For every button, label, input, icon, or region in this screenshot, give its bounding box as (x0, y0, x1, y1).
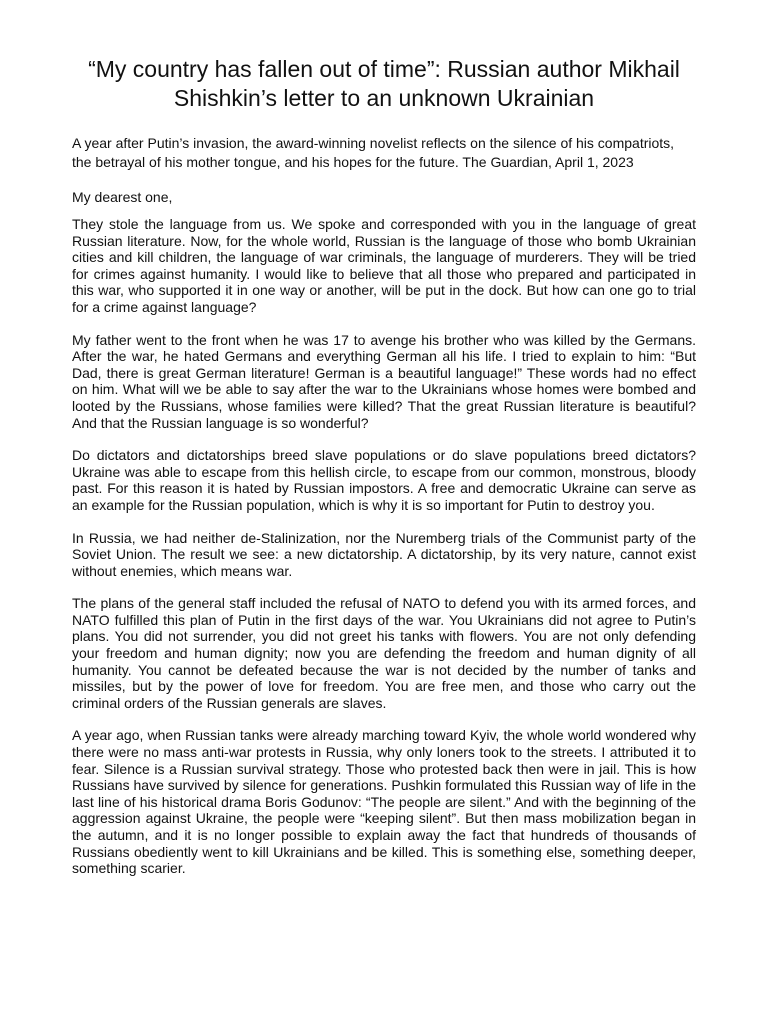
article-subtitle: A year after Putin’s invasion, the award-winning novelist reflects on the silence of his compatriots, the betrayal of his mother tongue, and his hopes for the future. The Guardian, April 1, 2023 (72, 135, 675, 170)
article-title: “My country has fallen out of time”: Russian author Mikhail Shishkin’s letter to an unknown Ukrainian (88, 56, 680, 111)
letter-greeting: My dearest one, (72, 189, 173, 205)
paragraph-1: They stole the language from us. We spoke and corresponded with you in the language of great Russian literature. Now, for the whole world, Russian is the language of those who bomb Ukrainian cities and kill children, the language of war criminals, the language of murderers. They will be tried for crimes against humanity. I would like to believe that all those who prepared and participated in this war, who supported it in one way or another, will be put in the dock. But how can one go to trial for a crime against language? (72, 216, 696, 315)
paragraph-3: Do dictators and dictatorships breed slave populations or do slave populations breed dictators? Ukraine was able to escape from this hellish circle, to escape from our common, monstrous, bloody past. For this reason it is hated by Russian impostors. A free and democratic Ukraine can serve as an example for the Russian population, which is why it is so important for Putin to destroy you. (72, 447, 696, 513)
paragraph-5: The plans of the general staff included the refusal of NATO to defend you with its armed forces, and NATO fulfilled this plan of Putin in the first days of the war. You Ukrainians did not agree to Putin’s plans. You did not surrender, you did not greet his tanks with flowers. You are not only defending your freedom and human dignity; now you are defending the freedom and human dignity of all humanity. You cannot be defeated because the war is not decided by the number of tanks and missiles, but by the power of love for freedom. You are free men, and those who carry out the criminal orders of the Russian generals are slaves. (72, 595, 696, 711)
paragraph-4: In Russia, we had neither de-Stalinization, nor the Nuremberg trials of the Communist party of the Soviet Union. The result we see: a new dictatorship. A dictatorship, by its very nature, cannot exist without enemies, which means war. (72, 529, 696, 579)
paragraph-2: My father went to the front when he was 17 to avenge his brother who was killed by the Germans. After the war, he hated Germans and everything German all his life. I tried to explain to him: “But Dad, there is great German literature! German is a beautiful language!” These words had no effect on him. What will we be able to say after the war to the Ukrainians whose homes were bombed and looted by the Russians, whose families were killed? That the great Russian literature is beautiful? And that the Russian language is so wonderful? (72, 331, 696, 431)
paragraph-6: A year ago, when Russian tanks were already marching toward Kyiv, the whole world wondered why there were no mass anti-war protests in Russia, why only loners took to the streets. I attributed it to fear. Silence is a Russian survival strategy. Those who protested back then were in jail. This is how Russians have survived by silence for generations. Pushkin formulated this Russian way of life in the last line of his historical drama Boris Godunov: “The people are silent.” And with the beginning of the aggression against Ukraine, the people were “keeping silent”. But then mass mobilization began in the autumn, and it is no longer possible to explain away the fact that hundreds of thousands of Russians obediently went to kill Ukrainians and be killed. This is something else, something deeper, something scarier. (72, 727, 696, 877)
